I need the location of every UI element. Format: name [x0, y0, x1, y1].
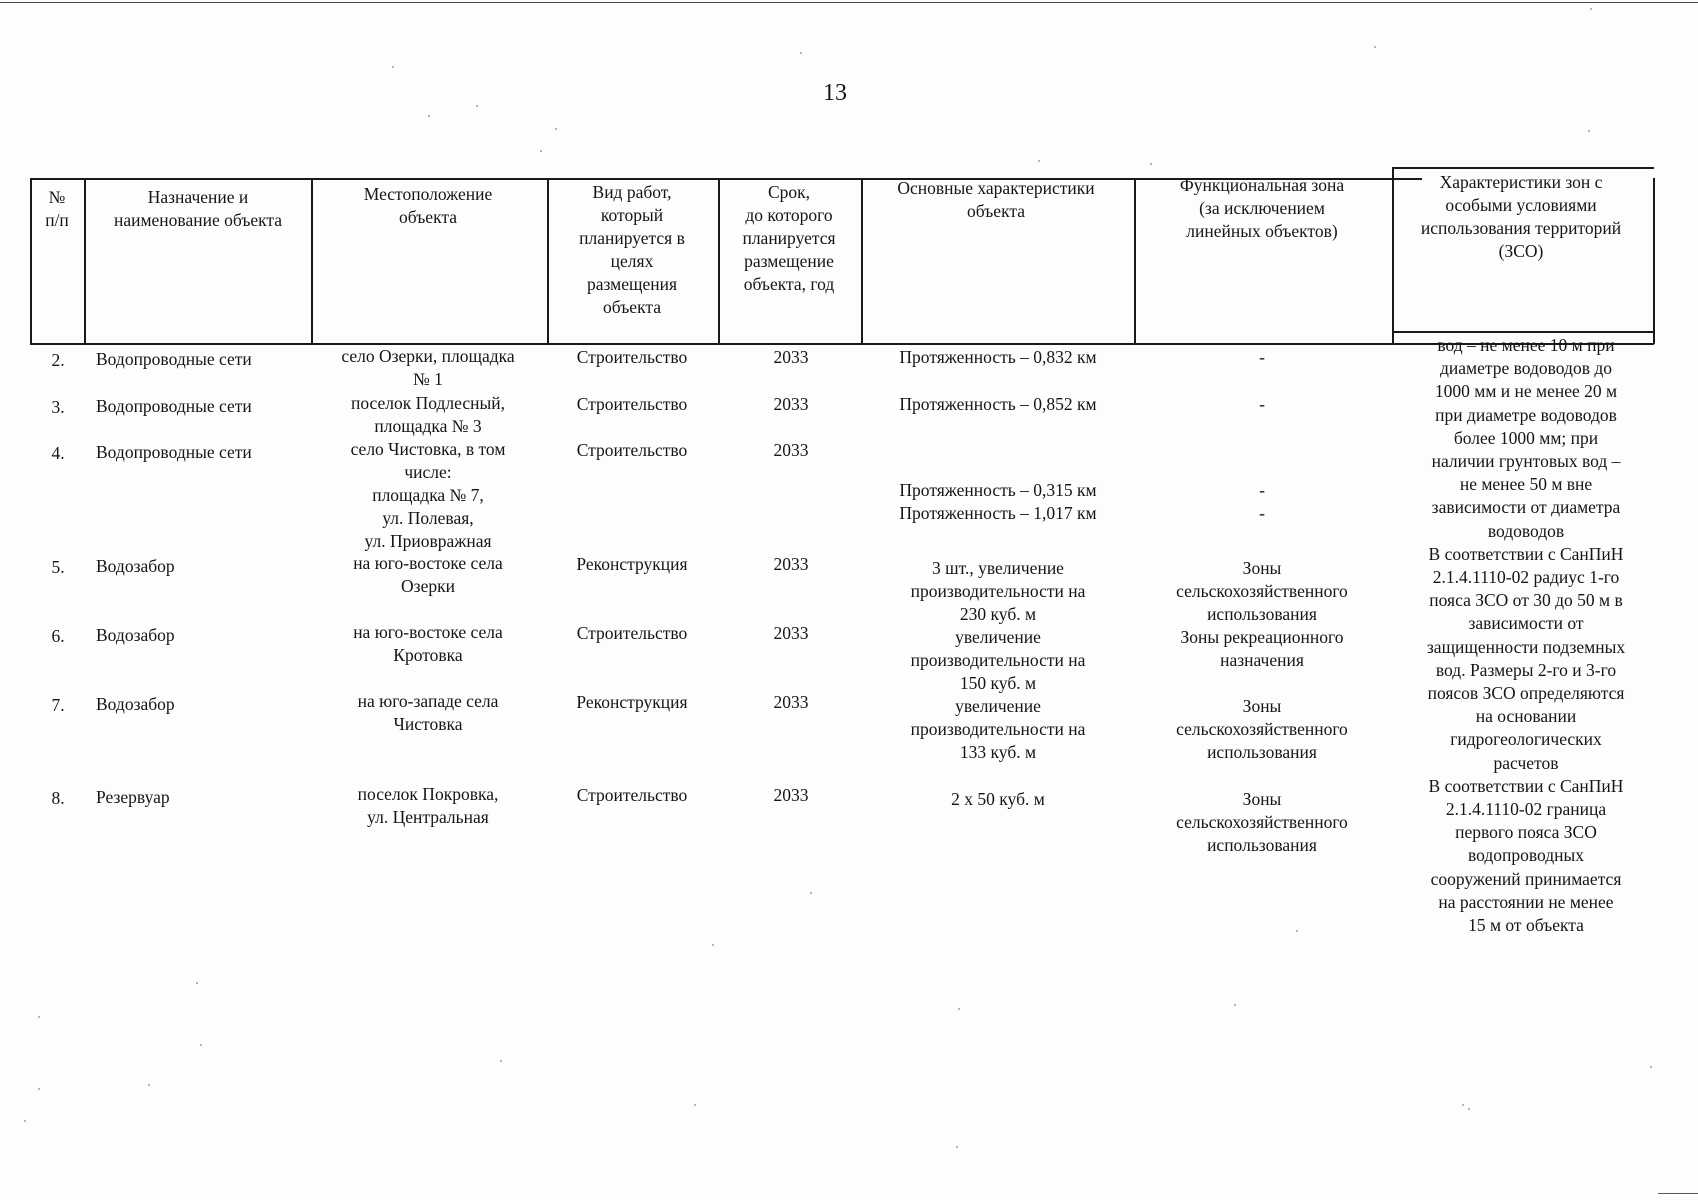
functional-zone: назначения: [1220, 650, 1304, 670]
object-characteristics: 3 шт., увеличение: [932, 558, 1064, 578]
object-location: на юго-западе села: [357, 691, 499, 711]
zso-characteristics: В соответствии с СанПиН: [1428, 543, 1624, 564]
object-location: ул. Центральная: [367, 807, 489, 827]
object-characteristics: 2 х 50 куб. м: [951, 789, 1045, 809]
zso-characteristics: водопроводных: [1467, 845, 1585, 866]
row-number: 7.: [51, 695, 65, 715]
zso-characteristics: зависимости от: [1468, 613, 1584, 634]
object-location: Чистовка: [393, 714, 463, 734]
object-name: Водозабор: [96, 556, 175, 576]
object-name: Водозабор: [96, 625, 175, 645]
zso-characteristics: сооружений принимается: [1430, 868, 1622, 889]
header-bottom-border: [1392, 331, 1654, 333]
zso-characteristics: 15 м от объекта: [1468, 915, 1584, 935]
work-type: Строительство: [576, 394, 688, 414]
work-type: Строительство: [576, 440, 688, 460]
header-num: п/п: [45, 210, 69, 230]
deadline-year: 2033: [773, 554, 809, 574]
deadline-year: 2033: [773, 440, 809, 460]
header-deadline: объекта, год: [743, 274, 835, 294]
table-top-border: [1392, 167, 1654, 169]
header-name: наименование объекта: [113, 210, 283, 230]
object-characteristics: увеличение: [955, 627, 1041, 647]
zso-characteristics: на расстоянии не менее: [1438, 891, 1614, 912]
header-zone: Функциональная зона: [1179, 175, 1345, 195]
header-zso: (ЗСО): [1498, 241, 1544, 261]
object-name: Водопроводные сети: [96, 349, 252, 369]
header-work-type: который: [600, 205, 664, 225]
object-characteristics: 133 куб. м: [959, 742, 1037, 762]
zso-characteristics: вод – не менее 10 м при: [1437, 335, 1615, 355]
object-location: Озерки: [401, 576, 455, 596]
object-location: площадка № 7,: [372, 485, 484, 505]
header-location: Местоположение: [363, 184, 493, 204]
object-characteristics: Протяженность – 0,852 км: [899, 394, 1097, 414]
functional-zone: Зоны рекреационного: [1180, 627, 1344, 647]
zso-characteristics: более 1000 мм; при: [1453, 427, 1599, 448]
deadline-year: 2033: [773, 394, 809, 414]
functional-zone: -: [1259, 480, 1265, 500]
functional-zone: -: [1259, 394, 1265, 414]
zso-characteristics: диаметре водоводов до: [1439, 358, 1612, 379]
object-characteristics: Протяженность – 0,315 км: [899, 480, 1097, 500]
header-work-type: планируется в: [579, 228, 685, 248]
work-type: Строительство: [576, 347, 688, 367]
object-location: Кротовка: [393, 645, 463, 665]
work-type: Реконструкция: [576, 554, 688, 574]
object-name: Резервуар: [96, 787, 170, 807]
zso-characteristics: В соответствии с СанПиН: [1428, 775, 1624, 796]
object-characteristics: 230 куб. м: [959, 604, 1037, 624]
zso-characteristics: поясов ЗСО определяются: [1427, 683, 1625, 703]
header-work-type: целях: [610, 251, 654, 271]
scan-top-edge: [0, 2, 1698, 3]
object-location: поселок Подлесный,: [350, 393, 505, 413]
object-location: числе:: [404, 462, 452, 482]
header-zone: линейных объектов): [1186, 221, 1338, 241]
object-location: на юго-востоке села: [353, 622, 503, 642]
zso-characteristics: наличии грунтовых вод –: [1431, 451, 1621, 471]
header-characteristics: Основные характеристики: [897, 178, 1095, 198]
object-name: Водозабор: [96, 694, 175, 714]
work-type: Строительство: [576, 623, 688, 643]
object-location: село Чистовка, в том: [350, 439, 506, 459]
functional-zone: сельскохозяйственного: [1176, 719, 1348, 739]
object-name: Водопроводные сети: [96, 396, 252, 416]
zso-characteristics: расчетов: [1493, 752, 1559, 773]
zso-characteristics: на основании: [1475, 706, 1577, 727]
zso-characteristics: вод. Размеры 2-го и 3-го: [1435, 659, 1617, 680]
header-work-type: размещения: [586, 274, 678, 294]
header-deadline: Срок,: [767, 182, 811, 202]
header-work-type: Вид работ,: [592, 182, 672, 202]
zso-characteristics: первого пояса ЗСО: [1455, 822, 1597, 843]
header-deadline: размещение: [744, 251, 834, 271]
row-number: 8.: [51, 788, 65, 808]
functional-zone: Зоны: [1242, 558, 1282, 578]
row-number: 3.: [51, 397, 65, 417]
functional-zone: Зоны: [1242, 789, 1282, 809]
zso-characteristics: 1000 мм и не менее 20 м: [1434, 381, 1618, 402]
zso-characteristics: 2.1.4.1110-02 граница: [1445, 799, 1607, 819]
header-num: №: [48, 187, 66, 207]
object-characteristics: Протяженность – 1,017 км: [899, 503, 1097, 523]
row-number: 4.: [51, 443, 65, 463]
header-characteristics: объекта: [967, 201, 1025, 221]
zso-characteristics: пояса ЗСО от 30 до 50 м в: [1429, 590, 1623, 611]
zso-characteristics: водоводов: [1487, 520, 1565, 541]
functional-zone: Зоны: [1242, 696, 1282, 716]
zso-characteristics: не менее 50 м вне: [1459, 474, 1593, 495]
zso-characteristics: гидрогеологических: [1450, 729, 1602, 750]
header-name: Назначение и: [147, 187, 249, 207]
zso-characteristics: 2.1.4.1110-02 радиус 1-го: [1432, 567, 1620, 587]
functional-zone: использования: [1207, 742, 1317, 762]
header-work-type: объекта: [603, 297, 661, 317]
deadline-year: 2033: [773, 692, 809, 712]
zso-characteristics: зависимости от диаметра: [1431, 497, 1621, 518]
functional-zone: использования: [1207, 604, 1317, 624]
object-location: № 1: [413, 369, 443, 389]
object-characteristics: 150 куб. м: [959, 673, 1037, 693]
object-characteristics: Протяженность – 0,832 км: [899, 347, 1097, 367]
page-number: 13: [823, 80, 847, 106]
object-name: Водопроводные сети: [96, 442, 252, 462]
work-type: Реконструкция: [576, 692, 688, 712]
deadline-year: 2033: [773, 347, 809, 367]
header-zso: особыми условиями: [1445, 195, 1597, 215]
object-location: село Озерки, площадка: [341, 346, 515, 366]
scan-bottom-edge: [1658, 1193, 1698, 1194]
object-characteristics: производительности на: [910, 719, 1086, 739]
functional-zone: сельскохозяйственного: [1176, 812, 1348, 832]
header-location: объекта: [399, 207, 457, 227]
row-number: 6.: [51, 626, 65, 646]
row-number: 2.: [51, 350, 65, 370]
functional-zone: -: [1259, 503, 1265, 523]
header-zso: Характеристики зон с: [1439, 172, 1603, 192]
deadline-year: 2033: [773, 785, 809, 805]
object-characteristics: производительности на: [910, 650, 1086, 670]
functional-zone: -: [1259, 347, 1265, 367]
object-location: ул. Приовражная: [364, 531, 492, 551]
header-zso: использования территорий: [1420, 218, 1622, 238]
object-characteristics: производительности на: [910, 581, 1086, 601]
work-type: Строительство: [576, 785, 688, 805]
row-number: 5.: [51, 557, 65, 577]
functional-zone: сельскохозяйственного: [1176, 581, 1348, 601]
object-location: на юго-востоке села: [353, 553, 503, 573]
object-location: поселок Покровка,: [357, 784, 499, 804]
object-characteristics: увеличение: [955, 696, 1041, 716]
functional-zone: использования: [1207, 835, 1317, 855]
header-zone: (за исключением: [1199, 198, 1325, 218]
object-location: ул. Полевая,: [382, 508, 474, 528]
zso-characteristics: защищенности подземных: [1426, 636, 1626, 657]
object-location: площадка № 3: [374, 416, 482, 436]
deadline-year: 2033: [773, 623, 809, 643]
zso-characteristics: при диаметре водоводов: [1435, 404, 1617, 425]
header-deadline: до которого: [745, 205, 833, 225]
header-deadline: планируется: [742, 228, 836, 248]
